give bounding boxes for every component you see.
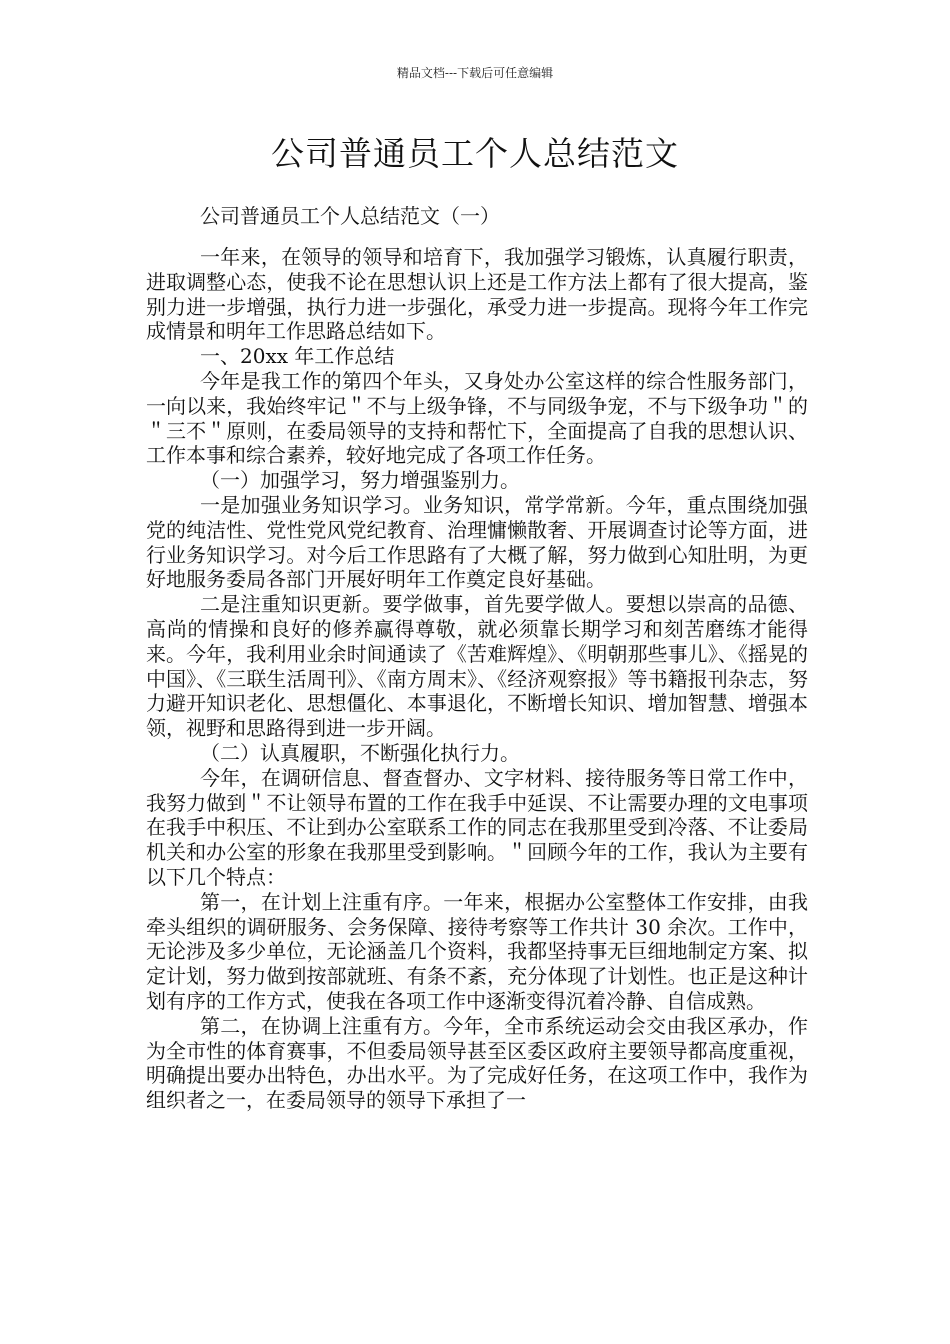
page-header: 精品文档---下载后可任意编辑 xyxy=(396,66,554,80)
document-title: 公司普通员工个人总结范文 xyxy=(271,134,679,173)
paragraph: 第一，在计划上注重有序。一年来，根据办公室整体工作安排，由我牵头组织的调研服务、会务保障、接待考察等工作共计 30 余次。工作中，无论涉及多少单位，无论涵盖几个资料，我都坚持事无巨细地制定方案、拟定计划，努力做到按部就班、有条不紊，充分体现了计划性。也正是这种计划有序的工作方式，使我在各项工作中逐渐变得沉着冷静、自信成熟。 xyxy=(146,889,808,1013)
paragraph: 一是加强业务知识学习。业务知识，常学常新。今年，重点围绕加强党的纯洁性、党性党风党纪教育、治理慵懒散奢、开展调查讨论等方面，进行业务知识学习。对今后工作思路有了大概了解，努力做到心知肚明，为更好地服务委局各部门开展好明年工作奠定良好基础。 xyxy=(146,492,808,592)
subsection-heading: （一）加强学习，努力增强鉴别力。 xyxy=(200,468,520,493)
document-subtitle: 公司普通员工个人总结范文（一） xyxy=(200,204,500,228)
paragraph: 二是注重知识更新。要学做事，首先要学做人。要想以崇高的品德、高尚的情操和良好的修养赢得尊敬，就必须靠长期学习和刻苦磨练才能得来。今年，我利用业余时间通读了《苦难辉煌》、《明朝那些事儿》、《摇晃的中国》、《三联生活周刊》、《南方周末》、《经济观察报》等书籍报刊杂志，努力避开知识老化、思想僵化、本事退化，不断增长知识、增加智慧、增强本领，视野和思路得到进一步开阔。 xyxy=(146,592,808,741)
document-body xyxy=(146,245,808,1113)
paragraph: 今年，在调研信息、督查督办、文字材料、接待服务等日常工作中，我努力做到＂不让领导布置的工作在我手中延误、不让需要办理的文电事项在我手中积压、不让到办公室联系工作的同志在我那里受到冷落、不让委局机关和办公室的形象在我那里受到影响。＂回顾今年的工作，我认为主要有以下几个特点： xyxy=(146,765,808,889)
paragraph: 今年是我工作的第四个年头，又身处办公室这样的综合性服务部门，一向以来，我始终牢记＂不与上级争锋，不与同级争宠，不与下级争功＂的＂三不＂原则，在委局领导的支持和帮忙下，全面提高了自我的思想认识、工作本事和综合素养，较好地完成了各项工作任务。 xyxy=(146,368,808,468)
paragraph: 一年来，在领导的领导和培育下，我加强学习锻炼，认真履行职责，进取调整心态，使我不论在思想认识上还是工作方法上都有了很大提高，鉴别力进一步增强，执行力进一步强化，承受力进一步提高。现将今年工作完成情景和明年工作思路总结如下。 xyxy=(146,245,808,344)
subsection-heading: （二）认真履职，不断强化执行力。 xyxy=(200,740,520,765)
paragraph: 第二，在协调上注重有方。今年，全市系统运动会交由我区承办，作为全市性的体育赛事，不但委局领导甚至区委区政府主要领导都高度重视，明确提出要办出特色，办出水平。为了完成好任务，在这项工作中，我作为组织者之一，在委局领导的领导下承担了一 xyxy=(146,1013,808,1113)
section-heading: 一、20xx 年工作总结 xyxy=(200,344,395,369)
